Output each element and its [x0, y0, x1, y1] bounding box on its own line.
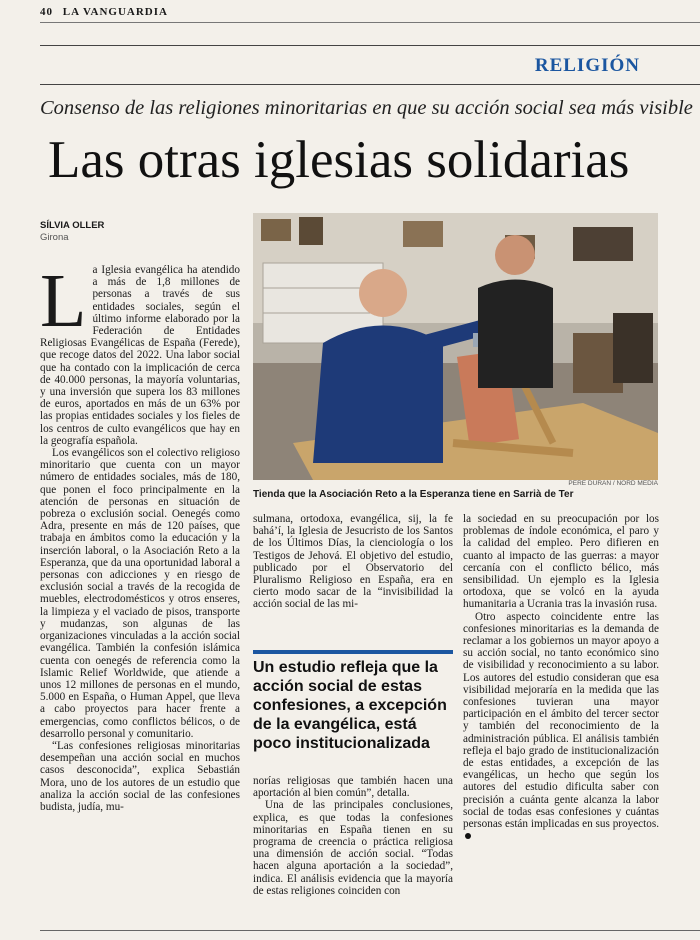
- article-kicker: Consenso de las religiones minoritarias en que su acción social sea más visible: [40, 97, 693, 119]
- workshop-photo-illustration: [253, 213, 658, 480]
- body-paragraph: Otro aspecto coincidente entre las confesiones minoritarias es la demanda de reclamar a los gobiernos un mayor apoyo a su acción social, no tanto económico sino de visibilidad y reconocimiento a su labor. Los autores del estudio consideran que esa visibilidad mejoraría en la medida que las confesiones tuvieran una mayor participación en el ámbito del tercer sector y también del reconocimiento de la administración pública. El análisis también refleja el bajo grado de institucionalización de estas entidades, a excepción de las evangélicas, un hecho que según los autores del estudio dificulta saber con precisión a cuánta gente alcanza la labor social de todas esas confesiones y cuántas personas están implicadas en sus proyectos.: [463, 610, 659, 831]
- section-rule-top: [40, 45, 700, 46]
- byline: [40, 220, 104, 244]
- body-column-2-top: [253, 513, 453, 635]
- section-rule-bottom: [40, 84, 700, 85]
- body-paragraph: a Iglesia evangélica ha atendido a más de 1,8 millones de personas a través de sus entidades sociales, según el último informe elaborado por la Federación de Entidades Religiosas Evangélicas de España (Ferede), que recoge datos del 2022. Una labor social que ha contado con la implicación de cerca de 40.000 personas, la mayoría voluntarias, y una inversión que supera los 83 millones de euros, aportados en más de un 63% por las propias entidades sociales y los fieles de los centros de culto evangélicos que hay en la geografía española.: [40, 264, 240, 447]
- body-column-3: [463, 513, 659, 918]
- photo-caption: Tienda que la Asociación Reto a la Esperanza tiene en Sarrià de Ter: [253, 489, 574, 500]
- photo-credit: PERE DURAN / NORD MEDIA: [568, 480, 658, 487]
- article-headline: Las otras iglesias solidarias: [48, 131, 630, 189]
- pull-quote-bar: [253, 650, 453, 654]
- body-paragraph: Una de las principales conclusiones, explica, es que todas la confesiones minoritarias en España tienen en su programa de creencia o práctica religiosa una dimensión de acción social. “Todas hacen alguna aportación a la sociedad”, indica. El análisis evidencia que la mayoría de estas religiones coinciden con: [253, 799, 453, 897]
- body-paragraph: sulmana, ortodoxa, evangélica, sij, la fe bahá’í, la Iglesia de Jesucristo de los Santos de los Últimos Días, la cienciología o los Testigos de Jehová. El objetivo del estudio, publicado por el Observatorio del Pluralismo Religioso en España, era en cierto modo sacar de la “invisibilidad la acción social de las mi-: [253, 513, 453, 611]
- body-column-2-bottom: [253, 775, 453, 920]
- pull-quote: Un estudio refleja que la acción social de estas confesiones, a excepción de la evangélica, está poco institucionalizada: [253, 659, 447, 752]
- body-paragraph: Los evangélicos son el colectivo religioso minoritario que cuenta con un mayor número de entidades sociales, más de 180, que ponen el foco principalmente en la atención de personas en situación de pobreza o exclusión social. Oenegés como Adra, presente en más de 120 países, que trabaja en ámbitos como la educación y la inserción laboral, o la Asociación Reto a la Esperanza, que da una oportunidad laboral a personas con adicciones y en riesgo de exclusión social a través de la recogida de muebles, electrodomésticos y otros enseres, la limpieza y el vaciado de pisos, transporte y mudanzas, son algunas de las organizaciones vinculadas a la acción social evangélica. También la confesión islámica cuenta con oenegés de referencia como la Islamic Relief Worldwide, que atiende a unos 12 millones de personas en el mundo, 5.000 en España, o Human Appel, que lleva a cabo proyectos para hacer frente a emergencias, como conflictos bélicos, o de desarrollo personal y comunitario.: [40, 447, 240, 740]
- page-folio: [40, 6, 168, 18]
- article-photo: [253, 213, 658, 480]
- byline-place: Girona: [40, 232, 69, 243]
- header-rule: [40, 22, 700, 23]
- end-mark-icon: [465, 833, 471, 839]
- footer-rule: [40, 930, 700, 931]
- body-column-1: [40, 264, 240, 918]
- body-paragraph: norías religiosas que también hacen una aportación al bien común”, detalla.: [253, 775, 453, 800]
- body-paragraph: “Las confesiones religiosas minoritarias desempeñan una acción social en muchos casos desconocida”, explica Sebastián Mora, uno de los autores de un estudio que analiza la acción social de las confesiones budista, judía, mu-: [40, 739, 240, 813]
- page-number: 40: [40, 6, 53, 18]
- section-label: RELIGIÓN: [534, 55, 640, 76]
- publication-name: LA VANGUARDIA: [62, 6, 168, 18]
- body-paragraph: la sociedad en su preocupación por los problemas de índole económica, el paro y la calidad del empleo. Pero difieren en cuanto al impacto de las guerras: a mayor cercanía con el conflicto bélico, más sensibilidad. Un ejemplo es la Iglesia ortodoxa, que se volcó en la ayuda humanitaria a Ucrania tras la invasión rusa.: [463, 513, 659, 611]
- author-name: SÍLVIA OLLER: [40, 220, 105, 231]
- drop-cap: L: [40, 264, 87, 343]
